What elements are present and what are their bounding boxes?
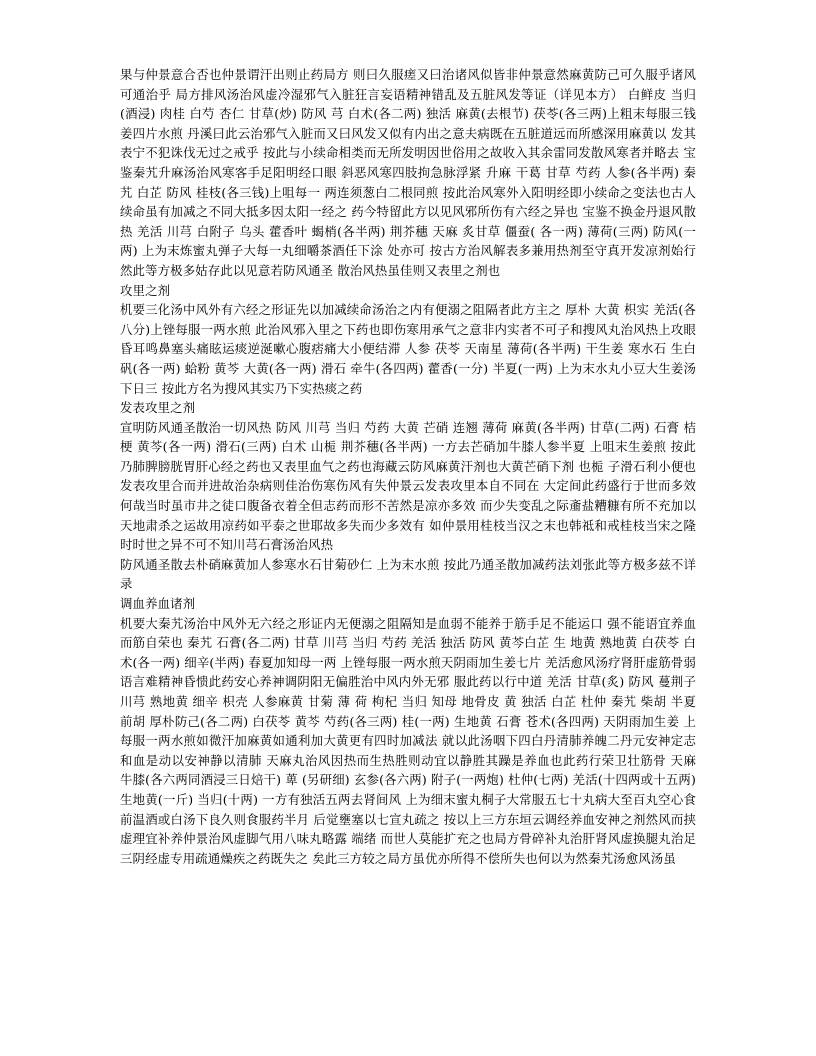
section-heading-blood: 调血养血诸剂: [120, 596, 196, 612]
paragraph-preface: 果与仲景意合否也仲景谓汗出则止药局方 则曰久服瘥又曰治诸风似皆非仲景意然麻黄防己可久服乎诸风可通治乎 局方排风汤治风虚冷湿邪气入脏狂言妄语精神错乱及五脏风发等证（详见本方） 白鲜皮 当归(酒浸) 肉桂 白芍 杏仁 甘草(炒) 防风 芎 白术(各二两) 独活 麻黄(去根节) 茯苓(各三两)上粗末每服三钱姜四片水煎 丹溪曰此云治邪气入脏而又曰风发又似有内出之意夫病既在五脏道远而所感深用麻黄以 发其表宁不犯诛伐无过之戒乎 按此与小续命相类而无所发明因世俗用之故收入其余雷同发散风寒者并略去 宝鉴秦艽升麻汤治风寒客手足阳明经口眼 斜恶风寒四肢拘急脉浮紧 升麻 干葛 甘草 芍药 人参(各半两) 秦艽 白芷 防风 桂枝(各三钱)上咀每一 两连须葱白二根同煎 按此治风寒外入阳明经即小续命之变法也古人续命虽有加减之不同大抵多因太阳一经之 药今特留此方以见风邪所伤有六经之异也 宝鉴不换金丹退风散热 羌活 川芎 白附子 乌头 藿香叶 蝎梢(各半两) 荆芥穗 天麻 炙甘草 僵蚕( 各一两) 薄荷(三两) 防风(一两) 上为末炼蜜丸弹子大每一丸细嚼茶酒任下涂 处亦可 按古方治风解表多兼用热剂至守真开发凉剂始行然此等方极多姑存此以见意若防风通圣 散治风热虽佳则又表里之剂也: [120, 67, 696, 278]
paragraph-tongsheng: 宣明防风通圣散治一切风热 防风 川芎 当归 芍药 大黄 芒硝 连翘 薄荷 麻黄(各半两) 甘草(二两) 石膏 桔梗 黄芩(各一两) 滑石(三两) 白术 山栀 荆芥穗(各半两) 一方去芒硝加牛膝人参半夏 上咀末生姜煎 按此乃肺脾膀胱胃肝心经之药也又表里血气之药也海藏云防风麻黄汗剂也大黄芒硝下剂 也栀 子滑石利小便也发表攻里合而并进故治杂病则佳治伤寒伤风有失仲景云发表攻里本自不同在 大定间此药盛行于世而多效何哉当时虽市井之徒口腹备衣着全但志药而形不苦然是凉亦多效 而少失变乱之际齑盐糟糠有所不充加以天地肃杀之运故用凉药如平泰之世耶故多失而少多效有 如仲景用桂枝当汉之末也韩祗和戒桂枝当宋之隆时时世之异不可不知川芎石膏汤治风热: [120, 419, 696, 553]
paragraph-blood: 机要大秦艽汤治中风外无六经之形证内无便溺之阻隔知是血弱不能养于筋手足不能运口 强不能语宜养血而筋自荣也 秦艽 石膏(各二两) 甘草 川芎 当归 芍药 羌活 独活 防风 黄芩白芷 生 地黄 熟地黄 白茯苓 白术(各一两) 细辛(半两) 春夏加知母一两 上锉每服一两水煎天阴雨加生姜七片 羌活愈风汤疗肾肝虚筋骨弱语言难精神昏愦此药安心养神调阴阳无偏胜治中风内外无邪 服此药以行中道 羌活 甘草(炙) 防风 蔓荆子 川芎 熟地黄 细辛 枳壳 人参麻黄 甘菊 薄 荷 枸杞 当归 知母 地骨皮 黄 独活 白芷 杜仲 秦艽 柴胡 半夏 前胡 厚朴防己(各二两) 白茯苓 黄芩 芍药(各三两) 桂(一两) 生地黄 石膏 苍术(各四两) 天阴雨加生姜 上每服一两水煎如微汗加麻黄如通利加大黄更有四时加减法 就以此汤咽下四白丹清肺养魄二丹元安神定志和血是动以安神静以清肺 天麻丸治风因热而生热胜则动宜以静胜其躁是养血也此药行荣卫壮筋骨 天麻 牛膝(各六两同酒浸三日焙干) 萆 (另研细) 玄参(各六两) 附子(一两炮) 杜仲(七两) 羌活(十四两或十五两) 生地黄(一斤) 当归(十两) 一方有独活五两去肾间风 上为细末蜜丸桐子大常服五七十丸病大至百丸空心食前温酒或白汤下良久则食服药半月 后觉壅塞以七宣丸疏之 按以上三方东垣云调经养血安神之剂然风而挟虚理宜补养仲景治风虚脚气用八味丸略露 端绪 而世人莫能扩充之也局方骨碎补丸治肝肾风虚换腿丸治足三阴经虚专用疏通燥疾之药既失之 矣此三方较之局方虽优亦所得不偿所失也何以为然秦艽汤愈风汤虽: [120, 615, 696, 866]
text-column: [120, 65, 696, 868]
section-heading-exterior-interior: 发表攻里之剂: [120, 400, 196, 416]
section-heading-purgation: 攻里之剂: [120, 282, 171, 298]
paragraph-tongsheng-variant: 防风通圣散去朴硝麻黄加人参寒水石甘菊砂仁 上为末水煎 按此乃通圣散加减药法刘张此等方极多兹不详录: [120, 556, 696, 592]
paragraph-purgation: 机要三化汤中风外有六经之形证先以加减续命汤治之内有便溺之阻隔者此方主之 厚朴 大黄 枳实 羌活(各八分)上锉每服一两水煎 此治风邪入里之下药也即伤寒用承气之意非内实者不可子和搜风丸治风热上攻眼昏耳鸣鼻塞头痛眩运痰逆涎嗽心腹痞痛大小便结滞 人参 茯苓 天南星 薄荷(各半两) 干生姜 寒水石 生白矾(各一两) 蛤粉 黄芩 大黄(各一两) 滑石 牵牛(各四两) 藿香(一分) 半夏(一两) 上为末水丸小豆大生姜汤下日三 按此方名为搜风其实乃下实热痰之药: [120, 302, 696, 396]
